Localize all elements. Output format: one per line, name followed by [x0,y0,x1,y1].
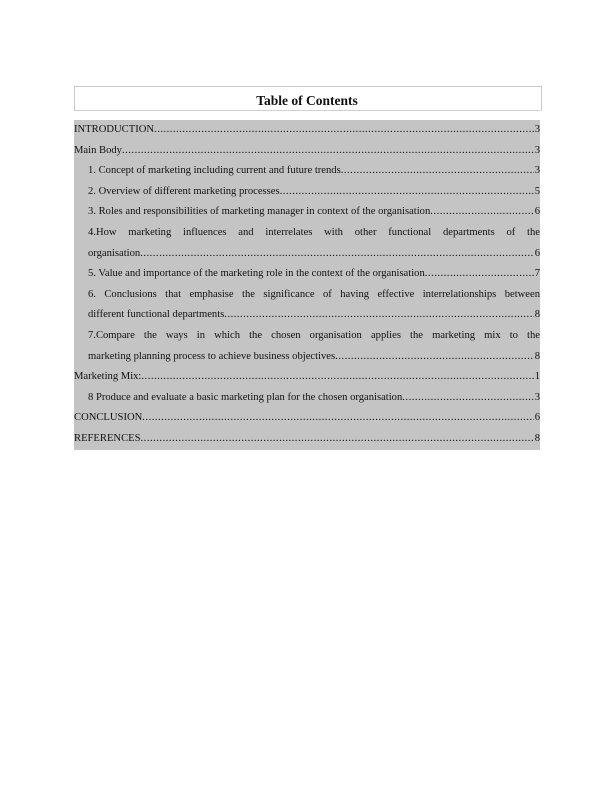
toc-dot-leader [430,202,533,223]
toc-page-number: 1 [534,371,540,383]
toc-page-number: 3 [534,165,540,177]
toc-dot-leader [141,367,533,388]
toc-page-number: 3 [534,124,540,135]
toc-entry[interactable] [74,408,540,429]
toc-dot-leader [122,141,534,162]
toc-entry[interactable] [74,305,540,326]
toc-entry-text: Main Body [74,144,122,156]
toc-page-number: 3 [534,144,540,156]
toc-dot-leader [141,429,534,450]
toc-entry[interactable] [74,202,540,223]
toc-page-number: 8 [534,309,540,321]
toc-entry[interactable] [74,161,540,182]
toc-entry[interactable] [74,326,540,347]
toc-entries [74,120,540,450]
toc-entry[interactable] [74,429,540,450]
toc-entry-text: marketing planning process to achieve business objectives [88,350,336,362]
toc-entry[interactable] [74,223,540,244]
toc-page-number: 7 [534,268,540,280]
toc-entry-text: 2. Overview of different marketing processes [88,185,280,197]
toc-entry-text: INTRODUCTION [74,124,155,135]
toc-dot-leader [142,408,533,429]
toc-dot-leader [154,120,534,141]
toc-dot-leader [335,347,534,368]
toc-entry[interactable] [74,367,540,388]
toc-page-number: 3 [534,391,540,403]
toc-entry-text: 3. Roles and responsibilities of marketing manager in context of the organisation [88,206,431,218]
toc-entry-text: Marketing Mix: [74,371,142,383]
toc-title-rule [74,110,540,111]
toc-dot-leader [341,161,534,182]
toc-page-number: 6 [534,412,540,424]
toc-page-number: 8 [534,350,540,362]
toc-entry-text: 5. Value and importance of the marketing role in the context of the organisation [88,268,425,280]
toc-entry[interactable] [74,264,540,285]
toc-entry[interactable] [74,388,540,409]
toc-entry[interactable] [74,182,540,203]
toc-page-number: 5 [534,185,540,197]
toc-entry[interactable] [74,347,540,368]
toc-entry-text: 6. Conclusions that emphasise the significance of having effective interrelationships between [88,288,540,300]
toc-entry-text: REFERENCES [74,432,141,444]
toc-dot-leader [402,388,533,409]
toc-entry[interactable] [74,141,540,162]
toc-entry-text: 7.Compare the ways in which the chosen organisation applies the marketing mix to the [88,329,540,341]
toc-entry-text: 8 Produce and evaluate a basic marketing plan for the chosen organisation [88,391,403,403]
toc-dot-leader [224,305,533,326]
toc-dot-leader [425,264,534,285]
toc-dot-leader [140,244,534,265]
toc-dot-leader [280,182,534,203]
toc-entry[interactable] [74,120,540,141]
toc-title: Table of Contents [256,93,358,108]
toc-entry-text: 4.How marketing influences and interrelates with other functional departments of the [88,226,540,238]
toc-entry-text: different functional departments [88,309,225,321]
toc-page-number: 8 [534,432,540,444]
toc-page-number: 6 [534,247,540,259]
toc-entry[interactable] [74,244,540,265]
toc-entry[interactable] [74,285,540,306]
toc-entry-text: organisation [88,247,141,259]
toc-page-number: 6 [534,206,540,218]
toc-entry-text: 1. Concept of marketing including current and future trends [88,165,341,177]
toc-entry-text: CONCLUSION [74,412,143,424]
